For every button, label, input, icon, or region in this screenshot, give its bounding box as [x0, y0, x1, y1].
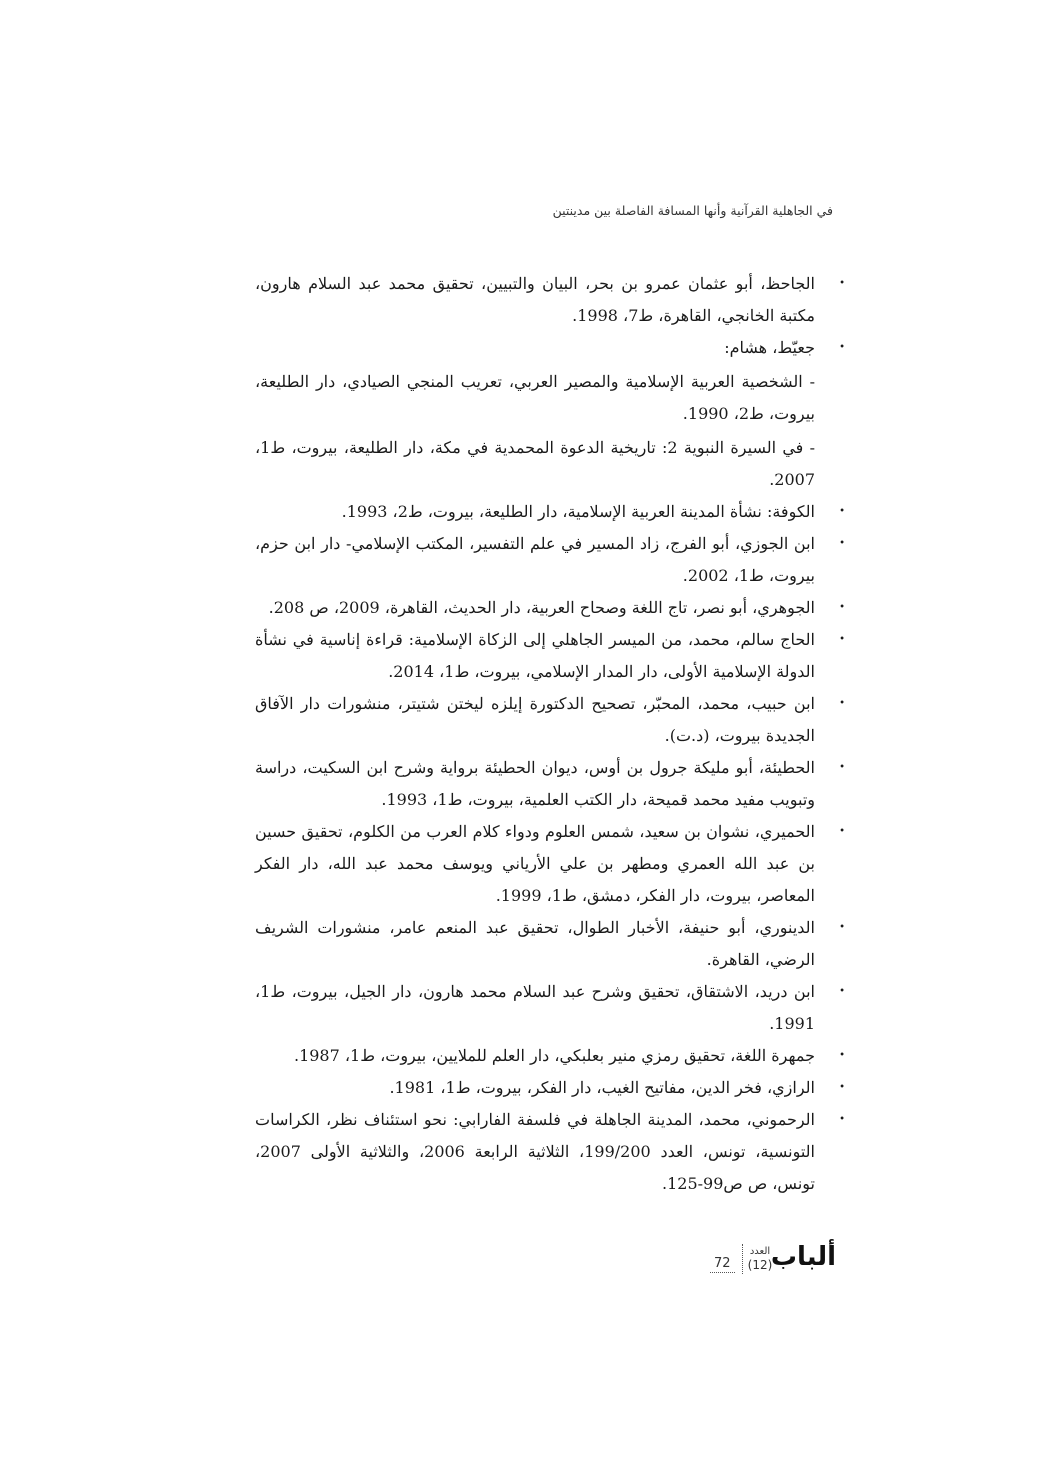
bibliography-list: [255, 268, 845, 1200]
bibliography-entry: [255, 816, 845, 912]
entry-text: ابن دريد، الاشتقاق، تحقيق وشرح عبد السلام محمد هارون، دار الجيل، بيروت، ط1، 1991.: [255, 982, 815, 1033]
bullet-icon: •: [839, 342, 845, 353]
bullet-icon: •: [839, 986, 845, 997]
bibliography-entry: [255, 1072, 845, 1104]
entry-text: الدينوري، أبو حنيفة، الأخبار الطوال، تحقيق عبد المنعم عامر، منشورات الشريف الرضي، القاهرة.: [255, 918, 815, 969]
bibliography-entry: [255, 752, 845, 816]
bibliography-subentry: [255, 432, 815, 496]
running-header: في الجاهلية القرآنية وأنها المسافة الفاصلة بين مدينتين: [552, 203, 833, 218]
bullet-icon: •: [839, 506, 845, 517]
bullet-icon: •: [839, 634, 845, 645]
bibliography-entry: [255, 1040, 845, 1072]
bibliography-entry: [255, 624, 845, 688]
bibliography-entry: [255, 268, 845, 332]
bibliography-entry: [255, 1104, 845, 1200]
entry-text: - الشخصية العربية الإسلامية والمصير العربي، تعريب المنجي الصيادي، دار الطليعة، بيروت، ط2، 1990.: [255, 372, 815, 423]
journal-logo: ألباب: [770, 1242, 836, 1272]
entry-text: - في السيرة النبوية 2: تاريخية الدعوة المحمدية في مكة، دار الطليعة، بيروت، ط1، 2007.: [255, 438, 816, 489]
entry-text: الحطيئة، أبو مليكة جرول بن أوس، ديوان الحطيئة برواية وشرح ابن السكيت، دراسة وتبويب مفيد محمد قميحة، دار الكتب العلمية، بيروت، ط1، 1993.: [255, 758, 815, 809]
bullet-icon: •: [839, 698, 845, 709]
bullet-icon: •: [839, 1050, 845, 1061]
bibliography-entry: [255, 976, 845, 1040]
bibliography-entry: [255, 592, 845, 624]
entry-text: الجوهري، أبو نصر، تاج اللغة وصحاح العربية، دار الحديث، القاهرة، 2009، ص 208.: [268, 598, 815, 617]
footer-divider: [742, 1244, 743, 1274]
issue-label: العدد: [749, 1246, 771, 1257]
bibliography-entry: [255, 332, 845, 364]
bullet-icon: •: [839, 278, 845, 289]
bibliography-subentry: [255, 366, 815, 430]
entry-text: الحاج سالم، محمد، من الميسر الجاهلي إلى الزكاة الإسلامية: قراءة إناسية في نشأة الدولة الإسلامية الأولى، دار المدار الإسلامي، بيروت، ط1، 2014.: [255, 630, 815, 681]
bullet-icon: •: [839, 1082, 845, 1093]
bullet-icon: •: [839, 762, 845, 773]
entry-text: ابن حبيب، محمد، المحبّر، تصحيح الدكتورة إيلزه ليختن شتيتر، منشورات دار الآفاق الجديدة بيروت، (د.ت).: [255, 694, 815, 745]
bibliography-entry: [255, 496, 845, 528]
issue-number: (12): [747, 1258, 773, 1272]
bullet-icon: •: [839, 922, 845, 933]
entry-text: جمهرة اللغة، تحقيق رمزي منير بعلبكي، دار العلم للملايين، بيروت، ط1، 1987.: [293, 1046, 815, 1065]
bullet-icon: •: [839, 826, 845, 837]
entry-text: الكوفة: نشأة المدينة العربية الإسلامية، دار الطليعة، بيروت، ط2، 1993.: [341, 502, 815, 521]
page-footer: [706, 1240, 836, 1280]
bullet-icon: •: [839, 602, 845, 613]
entry-text: الرازي، فخر الدين، مفاتيح الغيب، دار الفكر، بيروت، ط1، 1981.: [389, 1078, 815, 1097]
bibliography-entry: [255, 528, 845, 592]
entry-text: الرحموني، محمد، المدينة الجاهلة في فلسفة الفارابي: نحو استئناف نظر، الكراسات التونسية، تونس، العدد 199/200، الثلاثية الرابعة 2006، والثلاثية الأولى 2007، تونس، ص ص99-125.: [255, 1110, 815, 1193]
bibliography-entry: [255, 912, 845, 976]
bullet-icon: •: [839, 538, 845, 549]
entry-text: الجاحظ، أبو عثمان عمرو بن بحر، البيان والتبيين، تحقيق محمد عبد السلام هارون، مكتبة الخانجي، القاهرة، ط7، 1998.: [255, 274, 815, 325]
bullet-icon: •: [839, 1114, 845, 1125]
entry-text: الحميري، نشوان بن سعيد، شمس العلوم ودواء كلام العرب من الكلوم، تحقيق حسين بن عبد الله العمري ومطهر بن علي الأرياني ويوسف محمد عبد الله، دار الفكر المعاصر، بيروت، دار الفكر، دمشق، ط1، 1999.: [255, 822, 815, 905]
entry-text: ابن الجوزي، أبو الفرج، زاد المسير في علم التفسير، المكتب الإسلامي- دار ابن حزم، بيروت، ط1، 2002.: [255, 534, 815, 585]
entry-text: جعيّط، هشام:: [724, 338, 815, 357]
bibliography-entry: [255, 688, 845, 752]
page-number: 72: [710, 1256, 735, 1273]
